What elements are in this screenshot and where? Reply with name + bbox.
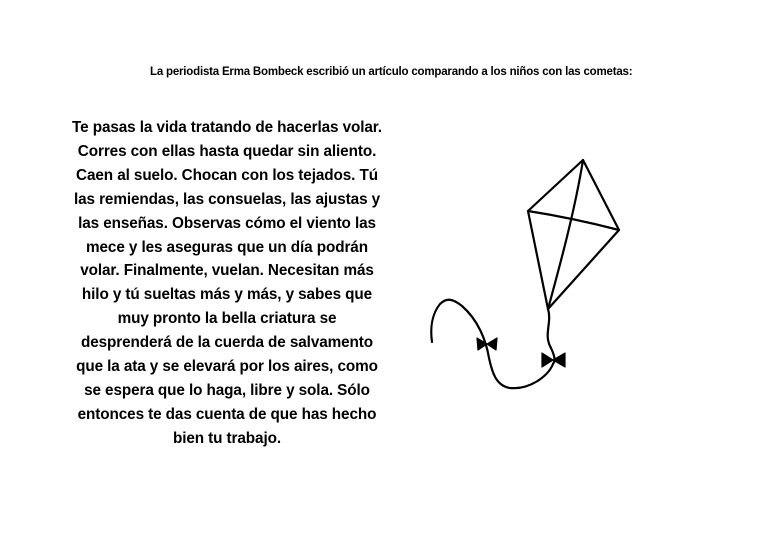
kite-spar-vertical: [548, 160, 583, 309]
poem-line: entonces te das cuenta de que has hecho: [77, 405, 377, 423]
poem-line: bien tu trabajo.: [172, 429, 282, 447]
poem-line: se espera que lo haga, libre y sola. Sólo: [84, 381, 370, 399]
poem-line: las enseñas. Observas cómo el viento las: [78, 214, 376, 232]
poem-line: hilo y tú sueltas más y más, y sabes que: [81, 286, 373, 304]
kite-icon: [420, 150, 650, 400]
poem-block: [52, 116, 402, 451]
poem-line: desprenderá de la cuerda de salvamento: [80, 334, 374, 352]
poem-line: Caen al suelo. Chocan con los tejados. Tú: [76, 166, 378, 184]
intro-text: La periodista Erma Bombeck escribió un artículo comparando a los niños con las cometas:: [150, 66, 633, 78]
poem-line: las remiendas, las consuelas, las ajustas y: [73, 190, 381, 208]
poem-line: mece y les aseguras que un día podrán: [86, 238, 368, 256]
poem-line: volar. Finalmente, vuelan. Necesitan más: [80, 262, 374, 280]
kite-frame: [528, 160, 619, 309]
poem-line: muy pronto la bella criatura se: [117, 310, 337, 328]
poem-line: Corres con ellas hasta quedar sin aliento.: [77, 142, 377, 160]
poem-line: Te pasas la vida tratando de hacerlas volar.: [72, 119, 382, 136]
poem-line: que la ata y se elevará por los aires, como: [76, 358, 378, 376]
